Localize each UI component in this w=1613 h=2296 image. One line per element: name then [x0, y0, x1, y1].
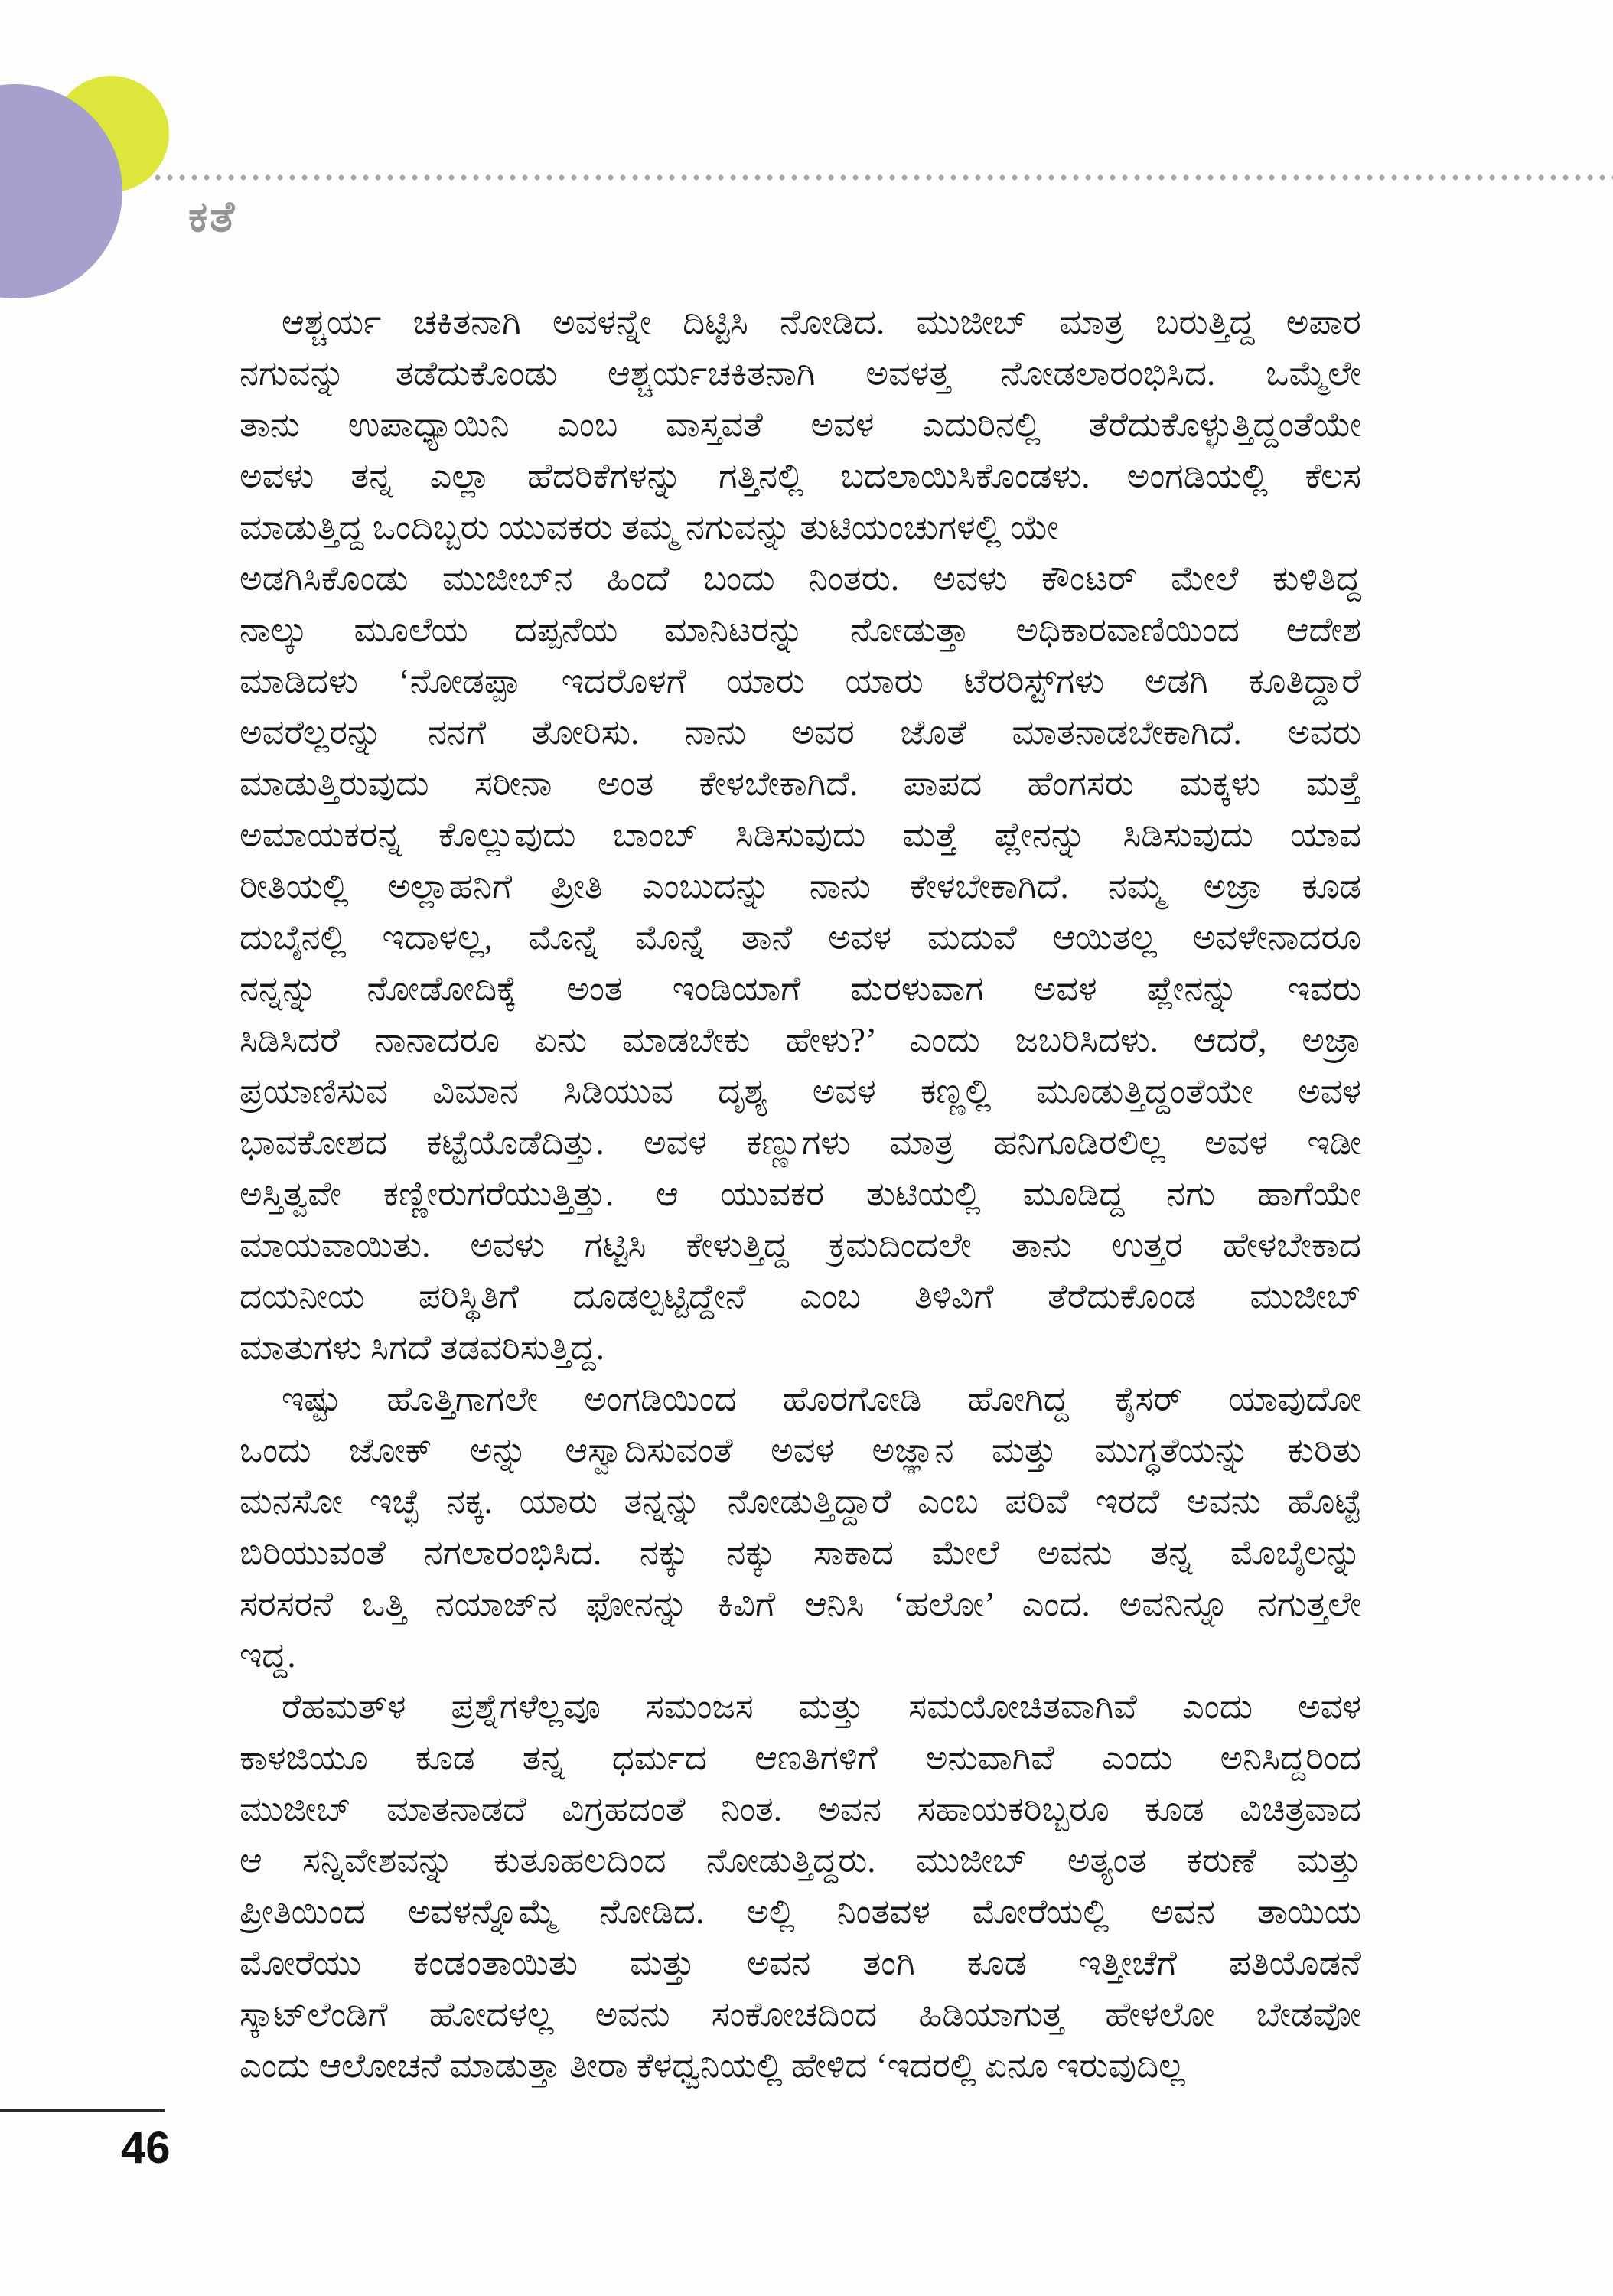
- text-line: ದಯನೀಯ ಪರಿಸ್ಥಿತಿಗೆ ದೂಡಲ್ಪಟ್ಟಿದ್ದೇನೆ ಎಂಬ ತಿಳಿವಿಗೆ ತೆರೆದುಕೊಂಡ ಮುಜೀಬ್: [240, 1277, 1361, 1316]
- text-line: ರೀತಿಯಲ್ಲಿ ಅಲ್ಲಾಹನಿಗೆ ಪ್ರೀತಿ ಎಂಬುದನ್ನು ನಾನು ಕೇಳಬೇಕಾಗಿದೆ. ನಮ್ಮ ಅಜ್ರಾ ಕೂಡ: [240, 867, 1361, 905]
- text-line: ದುಬೈನಲ್ಲಿ ಇದಾಳಲ್ಲ, ಮೊನ್ನೆ ಮೊನ್ನೆ ತಾನೆ ಅವಳ ಮದುವೆ ಆಯಿತಲ್ಲ ಅವಳೇನಾದರೂ: [240, 918, 1361, 957]
- text-line: ಪ್ರೀತಿಯಿಂದ ಅವಳನ್ನೊಮ್ಮೆ ನೋಡಿದ. ಅಲ್ಲಿ ನಿಂತವಳ ಮೋರೆಯಲ್ಲಿ ಅವನ ತಾಯಿಯ: [240, 1893, 1361, 1931]
- text-line: ಕಾಳಜಿಯೂ ಕೂಡ ತನ್ನ ಧರ್ಮದ ಆಣತಿಗಳಿಗೆ ಅನುವಾಗಿವೆ ಎಂದು ಅನಿಸಿದ್ದರಿಂದ: [240, 1739, 1361, 1777]
- page-title: ಕತೆ: [188, 194, 237, 241]
- text-line: ಎಂದು ಆಲೋಚನೆ ಮಾಡುತ್ತಾ ತೀರಾ ಕೆಳಧ್ವನಿಯಲ್ಲಿ ಹೇಳಿದ ‘ಇದರಲ್ಲಿ ಏನೂ ಇರುವುದಿಲ್ಲ: [240, 2047, 1185, 2085]
- text-line: ಆ ಸನ್ನಿವೇಶವನ್ನು ಕುತೂಹಲದಿಂದ ನೋಡುತ್ತಿದ್ದರು. ಮುಜೀಬ್ ಅತ್ಯಂತ ಕರುಣೆ ಮತ್ತು: [240, 1841, 1361, 1880]
- dotted-divider: [115, 174, 1613, 181]
- text-line: ಬಿರಿಯುವಂತೆ ನಗಲಾರಂಭಿಸಿದ. ನಕ್ಕು ನಕ್ಕು ಸಾಕಾದ ಮೇಲೆ ಅವನು ತನ್ನ ಮೊಬೈಲನ್ನು: [240, 1534, 1361, 1572]
- paragraph: [240, 1681, 1361, 2092]
- text-line: ಆಶ್ಚರ್ಯ ಚಕಿತನಾಗಿ ಅವಳನ್ನೇ ದಿಟ್ಟಿಸಿ ನೋಡಿದ. ಮುಜೀಬ್ ಮಾತ್ರ ಬರುತ್ತಿದ್ದ ಅಪಾರ: [282, 303, 1361, 341]
- text-line: ಇದ್ದ.: [240, 1636, 296, 1675]
- text-line: ತಾನು ಉಪಾಧ್ಯಾಯಿನಿ ಎಂಬ ವಾಸ್ತವತೆ ಅವಳ ಎದುರಿನಲ್ಲಿ ತೆರೆದುಕೊಳ್ಳುತ್ತಿದ್ದಂತೆಯೇ: [240, 406, 1361, 444]
- text-line: ಅವಳು ತನ್ನ ಎಲ್ಲಾ ಹೆದರಿಕೆಗಳನ್ನು ಗತ್ತಿನಲ್ಲಿ ಬದಲಾಯಿಸಿಕೊಂಡಳು. ಅಂಗಡಿಯಲ್ಲಿ ಕೆಲಸ: [240, 457, 1361, 495]
- text-line: ರೆಹಮತ್‌ಳ ಪ್ರಶ್ನೆಗಳೆಲ್ಲವೂ ಸಮಂಜಸ ಮತ್ತು ಸಮಯೋಚಿತವಾಗಿವೆ ಎಂದು ಅವಳ: [282, 1688, 1361, 1726]
- text-line: ಪ್ರಯಾಣಿಸುವ ವಿಮಾನ ಸಿಡಿಯುವ ದೃಶ್ಯ ಅವಳ ಕಣ್ಣಲ್ಲಿ ಮೂಡುತ್ತಿದ್ದಂತೆಯೇ ಅವಳ: [240, 1072, 1361, 1110]
- text-block: [240, 297, 1361, 2092]
- text-line: ಮನಸೋ ಇಚ್ಛೆ ನಕ್ಕ. ಯಾರು ತನ್ನನ್ನು ನೋಡುತ್ತಿದ್ದಾರೆ ಎಂಬ ಪರಿವೆ ಇರದೆ ಅವನು ಹೊಟ್ಟೆ: [240, 1482, 1361, 1521]
- text-line: ಮಾಯವಾಯಿತು. ಅವಳು ಗಟ್ಟಿಸಿ ಕೇಳುತ್ತಿದ್ದ ಕ್ರಮದಿಂದಲೇ ತಾನು ಉತ್ತರ ಹೇಳಬೇಕಾದ: [240, 1226, 1361, 1264]
- text-line: ಮುಜೀಬ್ ಮಾತನಾಡದೆ ವಿಗ್ರಹದಂತೆ ನಿಂತ. ಅವನ ಸಹಾಯಕರಿಬ್ಬರೂ ಕೂಡ ವಿಚಿತ್ರವಾದ: [240, 1790, 1361, 1828]
- paragraph: [240, 297, 1361, 1374]
- text-line: ಅವರೆಲ್ಲರನ್ನು ನನಗೆ ತೋರಿಸು. ನಾನು ಅವರ ಜೊತೆ ಮಾತನಾಡಬೇಕಾಗಿದೆ. ಅವರು: [240, 713, 1361, 752]
- text-line: ಅಮಾಯಕರನ್ನ ಕೊಲ್ಲುವುದು ಬಾಂಬ್ ಸಿಡಿಸುವುದು ಮತ್ತೆ ಪ್ಲೇನನ್ನು ಸಿಡಿಸುವುದು ಯಾವ: [240, 816, 1361, 854]
- text-line: ಅಸ್ತಿತ್ವವೇ ಕಣ್ಣೀರುಗರೆಯುತ್ತಿತ್ತು. ಆ ಯುವಕರ ತುಟಿಯಲ್ಲಿ ಮೂಡಿದ್ದ ನಗು ಹಾಗೆಯೇ: [240, 1175, 1361, 1213]
- text-line: ಅಡಗಿಸಿಕೊಂಡು ಮುಜೀಬ್‌ನ ಹಿಂದೆ ಬಂದು ನಿಂತರು. ಅವಳು ಕೌಂಟರ್ ಮೇಲೆ ಕುಳಿತಿದ್ದ: [240, 559, 1361, 598]
- text-line: ಸರಸರನೆ ಒತ್ತಿ ನಯಾಜ್‌ನ ಫೋನನ್ನು ಕಿವಿಗೆ ಆನಿಸಿ ‘ಹಲೋ’ ಎಂದ. ಅವನಿನ್ನೂ ನಗುತ್ತಲೇ: [240, 1585, 1361, 1623]
- text-line: ನಾಲ್ಕು ಮೂಲೆಯ ದಪ್ಪನೆಯ ಮಾನಿಟರನ್ನು ನೋಡುತ್ತಾ ಅಧಿಕಾರವಾಣಿಯಿಂದ ಆದೇಶ: [240, 611, 1361, 649]
- text-line: ಸ್ಕಾಟ್‌ಲೆಂಡಿಗೆ ಹೋದಳಲ್ಲ ಅವನು ಸಂಕೋಚದಿಂದ ಹಿಡಿಯಾಗುತ್ತ ಹೇಳಲೋ ಬೇಡವೋ: [240, 1995, 1361, 2033]
- text-line: ನನ್ನನ್ನು ನೋಡೋದಿಕ್ಕೆ ಅಂತ ಇಂಡಿಯಾಗೆ ಮರಳುವಾಗ ಅವಳ ಪ್ಲೇನನ್ನು ಇವರು: [240, 970, 1361, 1008]
- text-line: ಭಾವಕೋಶದ ಕಟ್ಟೆಯೊಡೆದಿತ್ತು. ಅವಳ ಕಣ್ಣುಗಳು ಮಾತ್ರ ಹನಿಗೂಡಿರಲಿಲ್ಲ ಅವಳ ಇಡೀ: [240, 1124, 1361, 1162]
- text-line: ನಗುವನ್ನು ತಡೆದುಕೊಂಡು ಆಶ್ಚರ್ಯಚಕಿತನಾಗಿ ಅವಳತ್ತ ನೋಡಲಾರಂಭಿಸಿದ. ಒಮ್ಮೆಲೇ: [240, 354, 1361, 393]
- text-line: ಮಾಡುತ್ತಿದ್ದ ಒಂದಿಬ್ಬರು ಯುವಕರು ತಮ್ಮ ನಗುವನ್ನು ತುಟಿಯಂಚುಗಳಲ್ಲಿ ಯೇ: [240, 508, 1058, 546]
- text-line: ಒಂದು ಜೋಕ್ ಅನ್ನು ಆಸ್ವಾದಿಸುವಂತೆ ಅವಳ ಅಜ್ಞಾನ ಮತ್ತು ಮುಗ್ಧತೆಯನ್ನು ಕುರಿತು: [240, 1431, 1361, 1469]
- page-number: 46: [121, 2123, 171, 2173]
- text-line: ಮಾಡಿದಳು ‘ನೋಡಪ್ಪಾ ಇದರೊಳಗೆ ಯಾರು ಯಾರು ಟೆರರಿಸ್ಟ್‌ಗಳು ಅಡಗಿ ಕೂತಿದ್ದಾರೆ: [240, 662, 1361, 700]
- text-line: ಮಾತುಗಳು ಸಿಗದೆ ತಡವರಿಸುತ್ತಿದ್ದ.: [240, 1329, 605, 1367]
- text-line: ಸಿಡಿಸಿದರೆ ನಾನಾದರೂ ಏನು ಮಾಡಬೇಕು ಹೇಳು?’ ಎಂದು ಜಬರಿಸಿದಳು. ಆದರೆ, ಅಜ್ರಾ: [240, 1021, 1361, 1059]
- text-line: ಮಾಡುತ್ತಿರುವುದು ಸರೀನಾ ಅಂತ ಕೇಳಬೇಕಾಗಿದೆ. ಪಾಪದ ಹೆಂಗಸರು ಮಕ್ಕಳು ಮತ್ತೆ: [240, 765, 1361, 803]
- paragraph: [240, 1374, 1361, 1681]
- text-line: ಇಷ್ಟು ಹೊತ್ತಿಗಾಗಲೇ ಅಂಗಡಿಯಿಂದ ಹೊರಗೋಡಿ ಹೋಗಿದ್ದ ಕೈಸರ್ ಯಾವುದೋ: [282, 1380, 1361, 1418]
- footer-rule: [0, 2109, 165, 2112]
- text-line: ಮೋರೆಯು ಕಂಡಂತಾಯಿತು ಮತ್ತು ಅವನ ತಂಗಿ ಕೂಡ ಇತ್ತೀಚೆಗೆ ಪತಿಯೊಡನೆ: [240, 1944, 1361, 1982]
